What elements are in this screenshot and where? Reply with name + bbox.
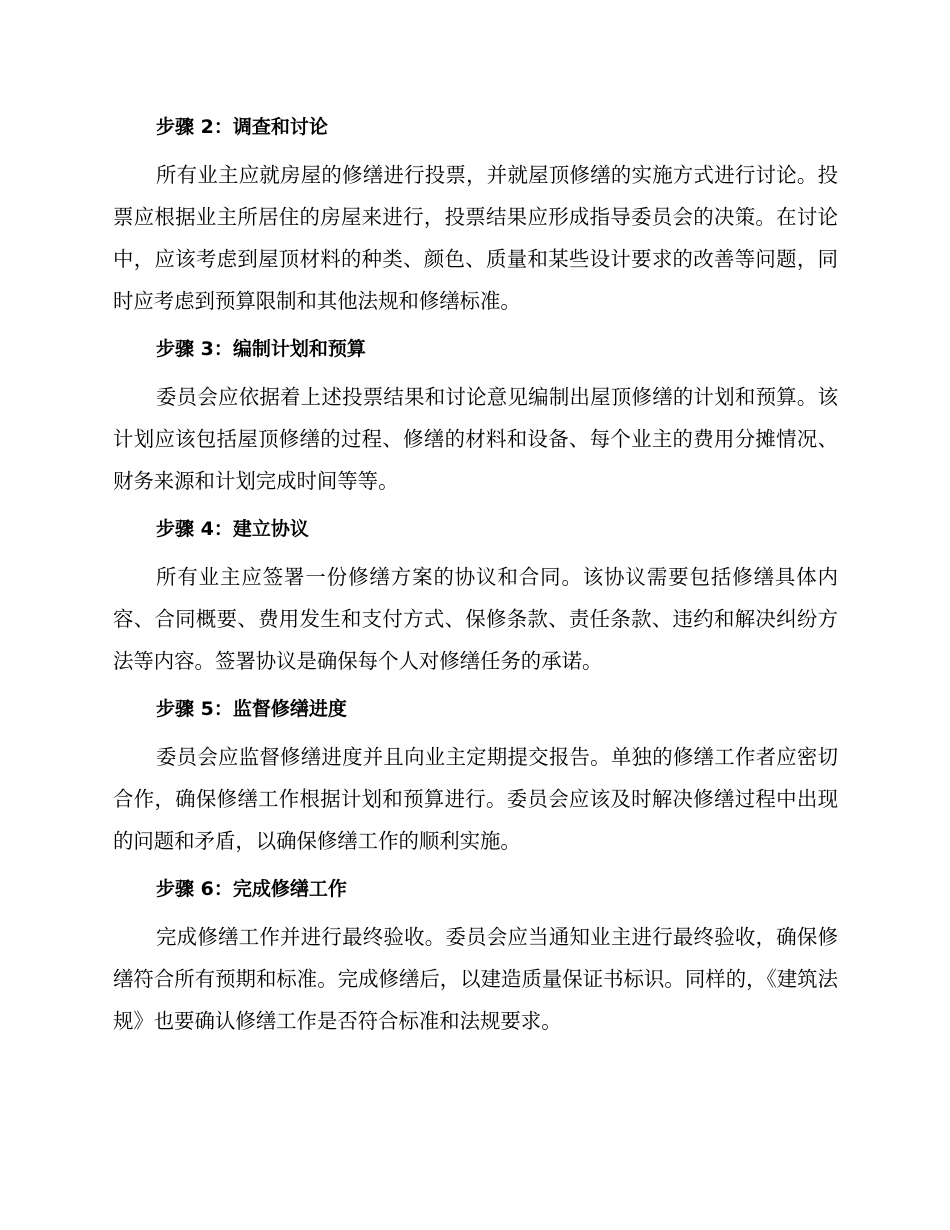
section-heading: 步骤 4：建立协议 xyxy=(156,518,309,540)
document-body xyxy=(113,111,838,1053)
section-heading: 步骤 3：编制计划和预算 xyxy=(156,338,366,360)
section-paragraph: 完成修缮工作并进行最终验收。委员会应当通知业主进行最终验收，确保修缮符合所有预期和标准。完成修缮后，以建造质量保证书标识。同样的，《建筑法规》也要确认修缮工作是否符合标准和法规要求。 xyxy=(113,925,838,1033)
section-step-6 xyxy=(113,873,838,1042)
section-paragraph: 委员会应依据着上述投票结果和讨论意见编制出屋顶修缮的计划和预算。该计划应该包括屋顶修缮的过程、修缮的材料和设备、每个业主的费用分摊情况、财务来源和计划完成时间等等。 xyxy=(113,385,838,493)
section-step-3 xyxy=(113,333,838,502)
section-paragraph: 委员会应监督修缮进度并且向业主定期提交报告。单独的修缮工作者应密切合作，确保修缮工作根据计划和预算进行。委员会应该及时解决修缮过程中出现的问题和矛盾，以确保修缮工作的顺利实施。 xyxy=(113,745,838,853)
section-step-4 xyxy=(113,513,838,682)
section-heading: 步骤 6：完成修缮工作 xyxy=(156,878,347,900)
section-step-5 xyxy=(113,693,838,862)
section-heading: 步骤 5：监督修缮进度 xyxy=(156,698,347,720)
section-step-2 xyxy=(113,111,838,322)
section-heading: 步骤 2：调查和讨论 xyxy=(156,116,328,138)
section-paragraph: 所有业主应签署一份修缮方案的协议和合同。该协议需要包括修缮具体内容、合同概要、费用发生和支付方式、保修条款、责任条款、违约和解决纠纷方法等内容。签署协议是确保每个人对修缮任务的承诺。 xyxy=(113,565,838,673)
section-paragraph: 所有业主应就房屋的修缮进行投票，并就屋顶修缮的实施方式进行讨论。投票应根据业主所居住的房屋来进行，投票结果应形成指导委员会的决策。在讨论中，应该考虑到屋顶材料的种类、颜色、质量和某些设计要求的改善等问题，同时应考虑到预算限制和其他法规和修缮标准。 xyxy=(113,163,838,313)
